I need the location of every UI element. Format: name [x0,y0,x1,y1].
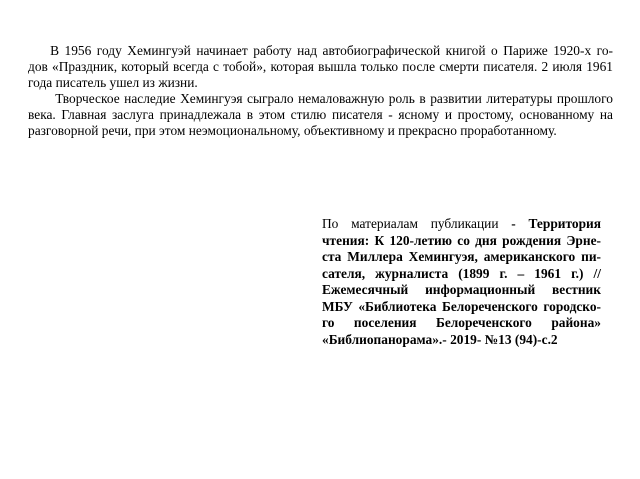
paragraph-2 [28,91,613,139]
source-line-5: Ежемесячный информационный вестник [322,282,601,297]
paragraph-1-line-2: дов «Праздник, который всегда с тобой», которая вышла только после смерти писателя. 2 июля 1961 [28,59,613,74]
main-text [28,43,613,139]
source-prefix: По материалам публикации [322,216,499,231]
paragraph-2-line-2: века. Главная заслуга принадлежала в этом стилю писателя - ясному и простому, основанному на [28,107,613,122]
paragraph-2-line-1: Творческое наследие Хемингуэя сыграло немаловажную роль в развитии литературы прошлого [28,91,613,106]
source-line-1 [322,216,601,233]
source-line-3: ста Миллера Хемингуэя, американского пи- [322,249,601,264]
paragraph-1 [28,43,613,91]
source-line-6: МБУ «Библиотека Белореченского городско- [322,298,601,314]
source-line-7: го поселения Белореченского района» [322,315,601,330]
source-citation [322,216,601,348]
paragraph-1-line-1: В 1956 году Хемингуэй начинает работу над автобиографической книгой о Париже 1920-х го- [28,43,613,58]
paragraph-1-line-3: года писатель ушел из жизни. [28,75,198,90]
paragraph-2-line-3: разговорной речи, при этом неэмоциональному, объективному и прекрасно проработанному. [28,123,557,138]
source-line-2: чтения: К 120-летию со дня рождения Эрне- [322,232,601,248]
source-line-4: сателя, журналиста (1899 г. – 1961 г.) // [322,265,601,281]
source-line-8: «Библиопанорама».- 2019- №13 (94)-с.2 [322,331,558,347]
source-title-start: - Территория [498,216,601,231]
